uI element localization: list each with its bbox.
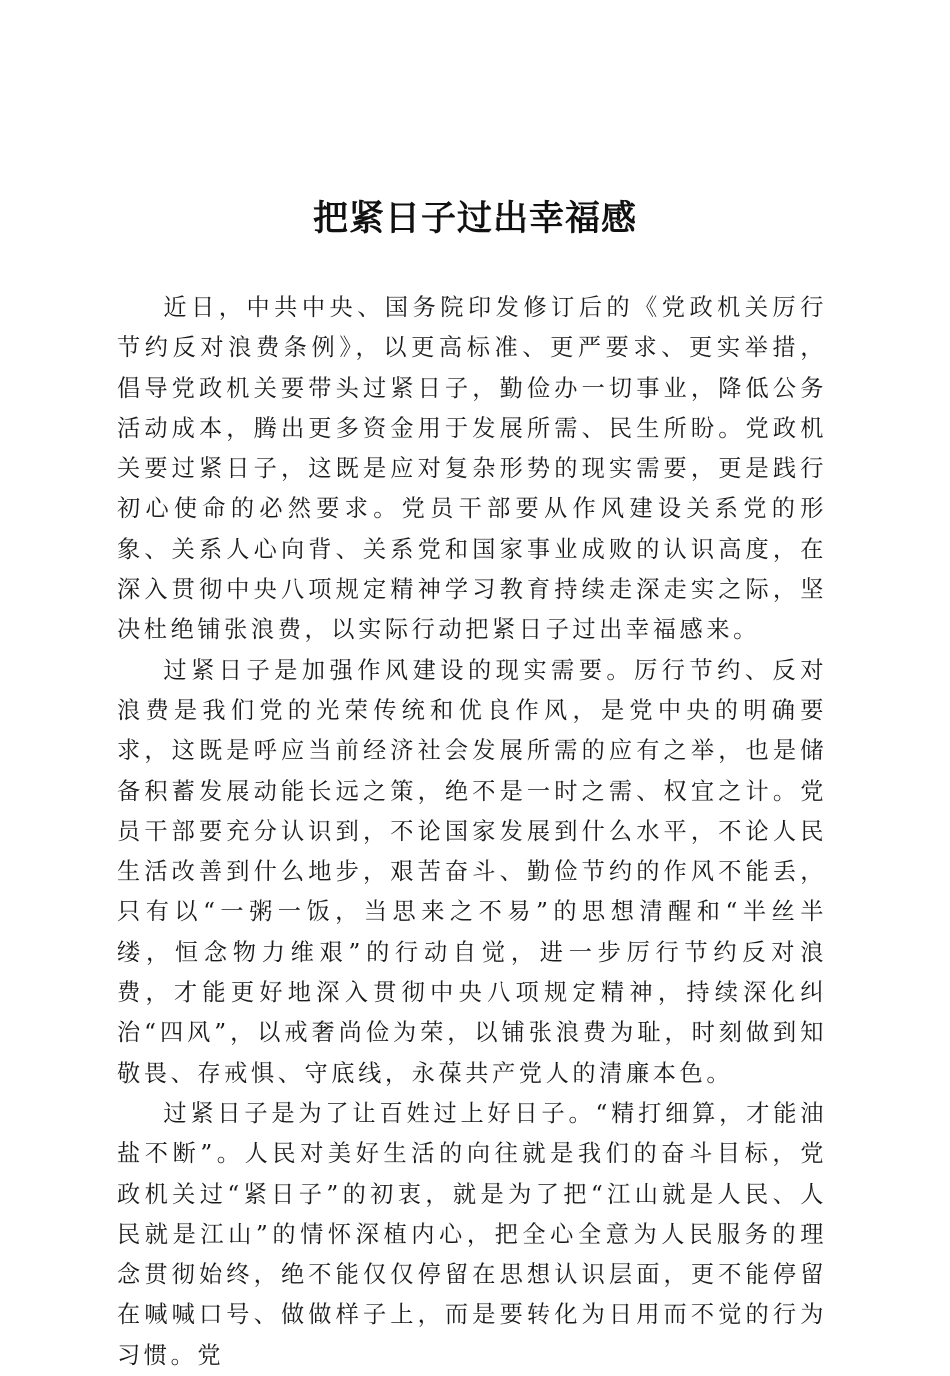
paragraph: 近日，中共中央、国务院印发修订后的《党政机关厉行节约反对浪费条例》，以更高标准、更严要求、更实举措，倡导党政机关要带头过紧日子，勤俭办一切事业，降低公务活动成本，腾出更多资金用于发展所需、民生所盼。党政机关要过紧日子，这既是应对复杂形势的现实需要，更是践行初心使命的必然要求。党员干部要从作风建设关系党的形象、关系人心向背、关系党和国家事业成败的认识高度，在深入贯彻中央八项规定精神学习教育持续走深走实之际，坚决杜绝铺张浪费，以实际行动把紧日子过出幸福感来。 [117,294,827,644]
paragraph: 过紧日子是为了让百姓过上好日子。“精打细算，才能油盐不断”。人民对美好生活的向往就是我们的奋斗目标，党政机关过“紧日子”的初衷，就是为了把“江山就是人民、人民就是江山”的情怀深植内心，把全心全意为人民服务的理念贯彻始终，绝不能仅仅停留在思想认识层面，更不能停留在喊喊口号、做做样子上，而是要转化为日用而不觉的行为习惯。党 [117,1099,827,1369]
document-body [117,288,827,1376]
document-title: 把紧日子过出幸福感 [312,198,637,239]
paragraph: 过紧日子是加强作风建设的现实需要。厉行节约、反对浪费是我们党的光荣传统和优良作风，是党中央的明确要求，这既是呼应当前经济社会发展所需的应有之举，也是储备积蓄发展动能长远之策，绝不是一时之需、权宜之计。党员干部要充分认识到，不论国家发展到什么水平，不论人民生活改善到什么地步，艰苦奋斗、勤俭节约的作风不能丢，只有以“一粥一饭，当思来之不易”的思想清醒和“半丝半缕，恒念物力维艰”的行动自觉，进一步厉行节约反对浪费，才能更好地深入贯彻中央八项规定精神，持续深化纠治“四风”，以戒奢尚俭为荣，以铺张浪费为耻，时刻做到知敬畏、存戒惧、守底线，永葆共产党人的清廉本色。 [117,656,827,1087]
